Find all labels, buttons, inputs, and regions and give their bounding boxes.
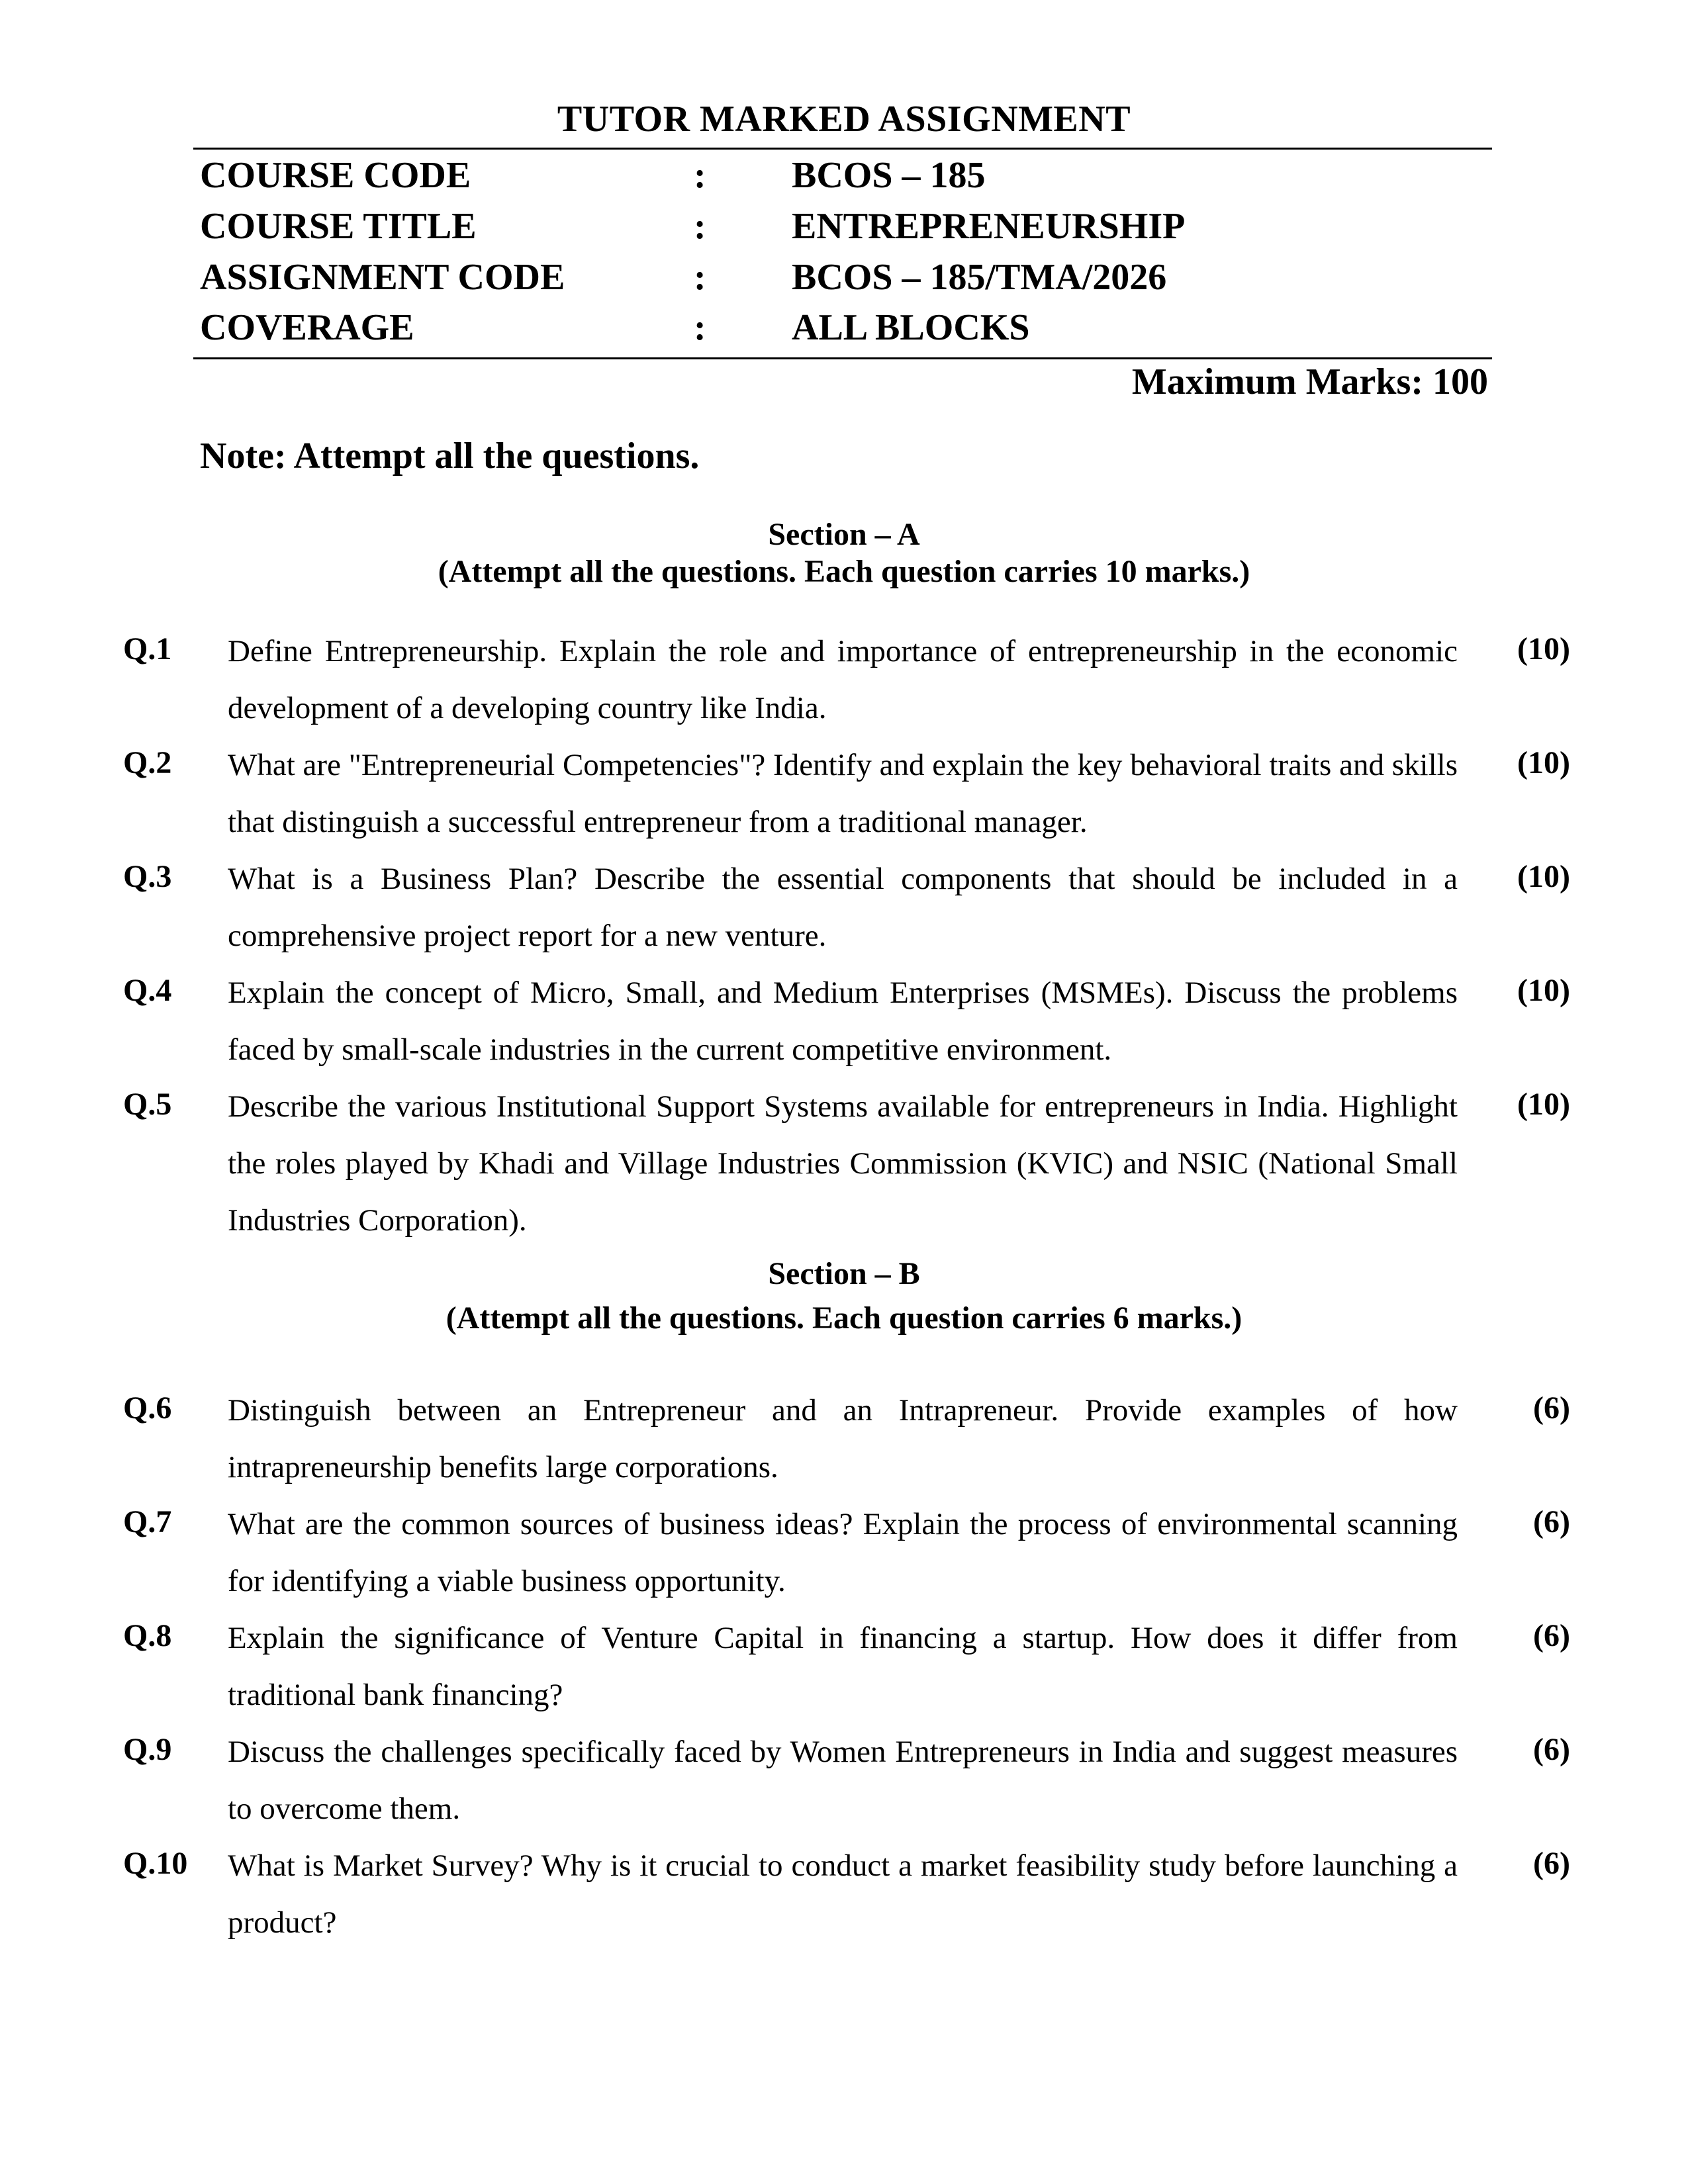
question-number: Q.7: [123, 1504, 172, 1539]
question-marks: (6): [1533, 1504, 1570, 1539]
question-number: Q.9: [123, 1732, 172, 1767]
header-bottom-rule: [193, 357, 1492, 359]
question-marks: (10): [1517, 745, 1570, 780]
question-marks: (10): [1517, 859, 1570, 894]
question-number: Q.1: [123, 631, 172, 666]
meta-value: ENTREPRENEURSHIP: [792, 206, 1186, 247]
question-text: Explain the significance of Venture Capital in financing a startup. How does it differ from traditional bank financing?: [228, 1621, 1458, 1712]
meta-separator: :: [694, 206, 706, 247]
meta-label: COURSE TITLE: [200, 206, 477, 247]
question-marks: (6): [1533, 1618, 1570, 1653]
meta-separator: :: [694, 307, 706, 348]
question-marks: (6): [1533, 1390, 1570, 1426]
meta-value: BCOS – 185/TMA/2026: [792, 257, 1167, 298]
meta-row-course-title: [0, 205, 1688, 255]
question-number: Q.4: [123, 973, 172, 1008]
meta-separator: :: [694, 257, 706, 298]
question-number: Q.2: [123, 745, 172, 780]
question-number: Q.8: [123, 1618, 172, 1653]
question-text: What are "Entrepreneurial Competencies"? Identify and explain the key behavioral traits and skills that distinguish a successful entrepreneur from a traditional manager.: [228, 748, 1458, 839]
question-text: Define Entrepreneurship. Explain the role and importance of entrepreneurship in the economic development of a developing country like India.: [228, 634, 1458, 725]
question-text: Describe the various Institutional Support Systems available for entrepreneurs in India. Highlight the roles played by Khadi and Village Industries Commission (KVIC) and NSIC (National Small Industries Corporation).: [228, 1089, 1458, 1238]
question-text: What is Market Survey? Why is it crucial to conduct a market feasibility study before launching a product?: [228, 1848, 1458, 1940]
question-number: Q.5: [123, 1087, 172, 1122]
meta-row-course-code: [0, 154, 1688, 205]
meta-label: COVERAGE: [200, 307, 414, 348]
question-text: Discuss the challenges specifically faced by Women Entrepreneurs in India and suggest measures to overcome them.: [228, 1735, 1458, 1826]
meta-value: ALL BLOCKS: [792, 307, 1030, 348]
question-number: Q.3: [123, 859, 172, 894]
section-a-title: Section – A: [768, 517, 920, 552]
question-text: What is a Business Plan? Describe the essential components that should be included in a comprehensive project report for a new venture.: [228, 862, 1458, 953]
meta-label: ASSIGNMENT CODE: [200, 257, 565, 298]
section-a-instruction: (Attempt all the questions. Each question carries 10 marks.): [438, 554, 1250, 589]
document-title: TUTOR MARKED ASSIGNMENT: [557, 99, 1131, 140]
question-marks: (10): [1517, 973, 1570, 1008]
question-marks: (6): [1533, 1846, 1570, 1881]
meta-value: BCOS – 185: [792, 155, 986, 196]
meta-separator: :: [694, 155, 706, 196]
question-text: Explain the concept of Micro, Small, and Medium Enterprises (MSMEs). Discuss the problems faced by small-scale industries in the current competitive environment.: [228, 976, 1458, 1067]
question-text: Distinguish between an Entrepreneur and an Intrapreneur. Provide examples of how intrapreneurship benefits large corporations.: [228, 1393, 1458, 1484]
question-number: Q.10: [123, 1846, 188, 1881]
question-number: Q.6: [123, 1390, 172, 1426]
meta-label: COURSE CODE: [200, 155, 471, 196]
meta-row-coverage: [0, 306, 1688, 357]
header-top-rule: [193, 148, 1492, 150]
question-marks: (6): [1533, 1732, 1570, 1767]
question-marks: (10): [1517, 631, 1570, 666]
question-text: What are the common sources of business ideas? Explain the process of environmental scanning for identifying a viable business opportunity.: [228, 1507, 1458, 1598]
section-b-instruction: (Attempt all the questions. Each question carries 6 marks.): [445, 1300, 1243, 1336]
question-marks: (10): [1517, 1087, 1570, 1122]
note: Note: Attempt all the questions.: [200, 435, 700, 477]
maximum-marks: Maximum Marks: 100: [1131, 361, 1488, 402]
section-b-title: Section – B: [768, 1256, 920, 1291]
meta-row-assignment-code: [0, 256, 1688, 306]
